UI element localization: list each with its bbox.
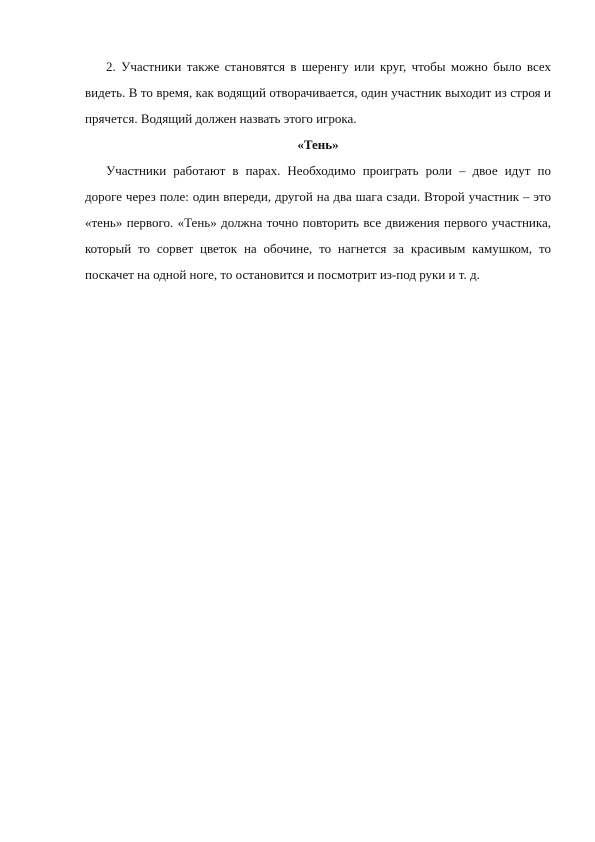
- paragraph-2: Участники работают в парах. Необходимо проиграть роли – двое идут по дороге через поле: один впереди, другой на два шага сзади. Второй участник – это «тень» первого. «Тень» должна точно повторить все движения первого участника, который то сорвет цветок на обочине, то нагнется за красивым камушком, то поскачет на одной ноге, то остановится и посмотрит из-под руки и т. д.: [85, 163, 551, 282]
- paragraph-1: 2. Участники также становятся в шеренгу или круг, чтобы можно было всех видеть. В то время, как водящий отворачивается, один участник выходит из строя и прячется. Водящий должен назвать этого игрока.: [85, 59, 551, 126]
- section-title: «Тень»: [297, 137, 339, 152]
- document-body: [85, 54, 551, 288]
